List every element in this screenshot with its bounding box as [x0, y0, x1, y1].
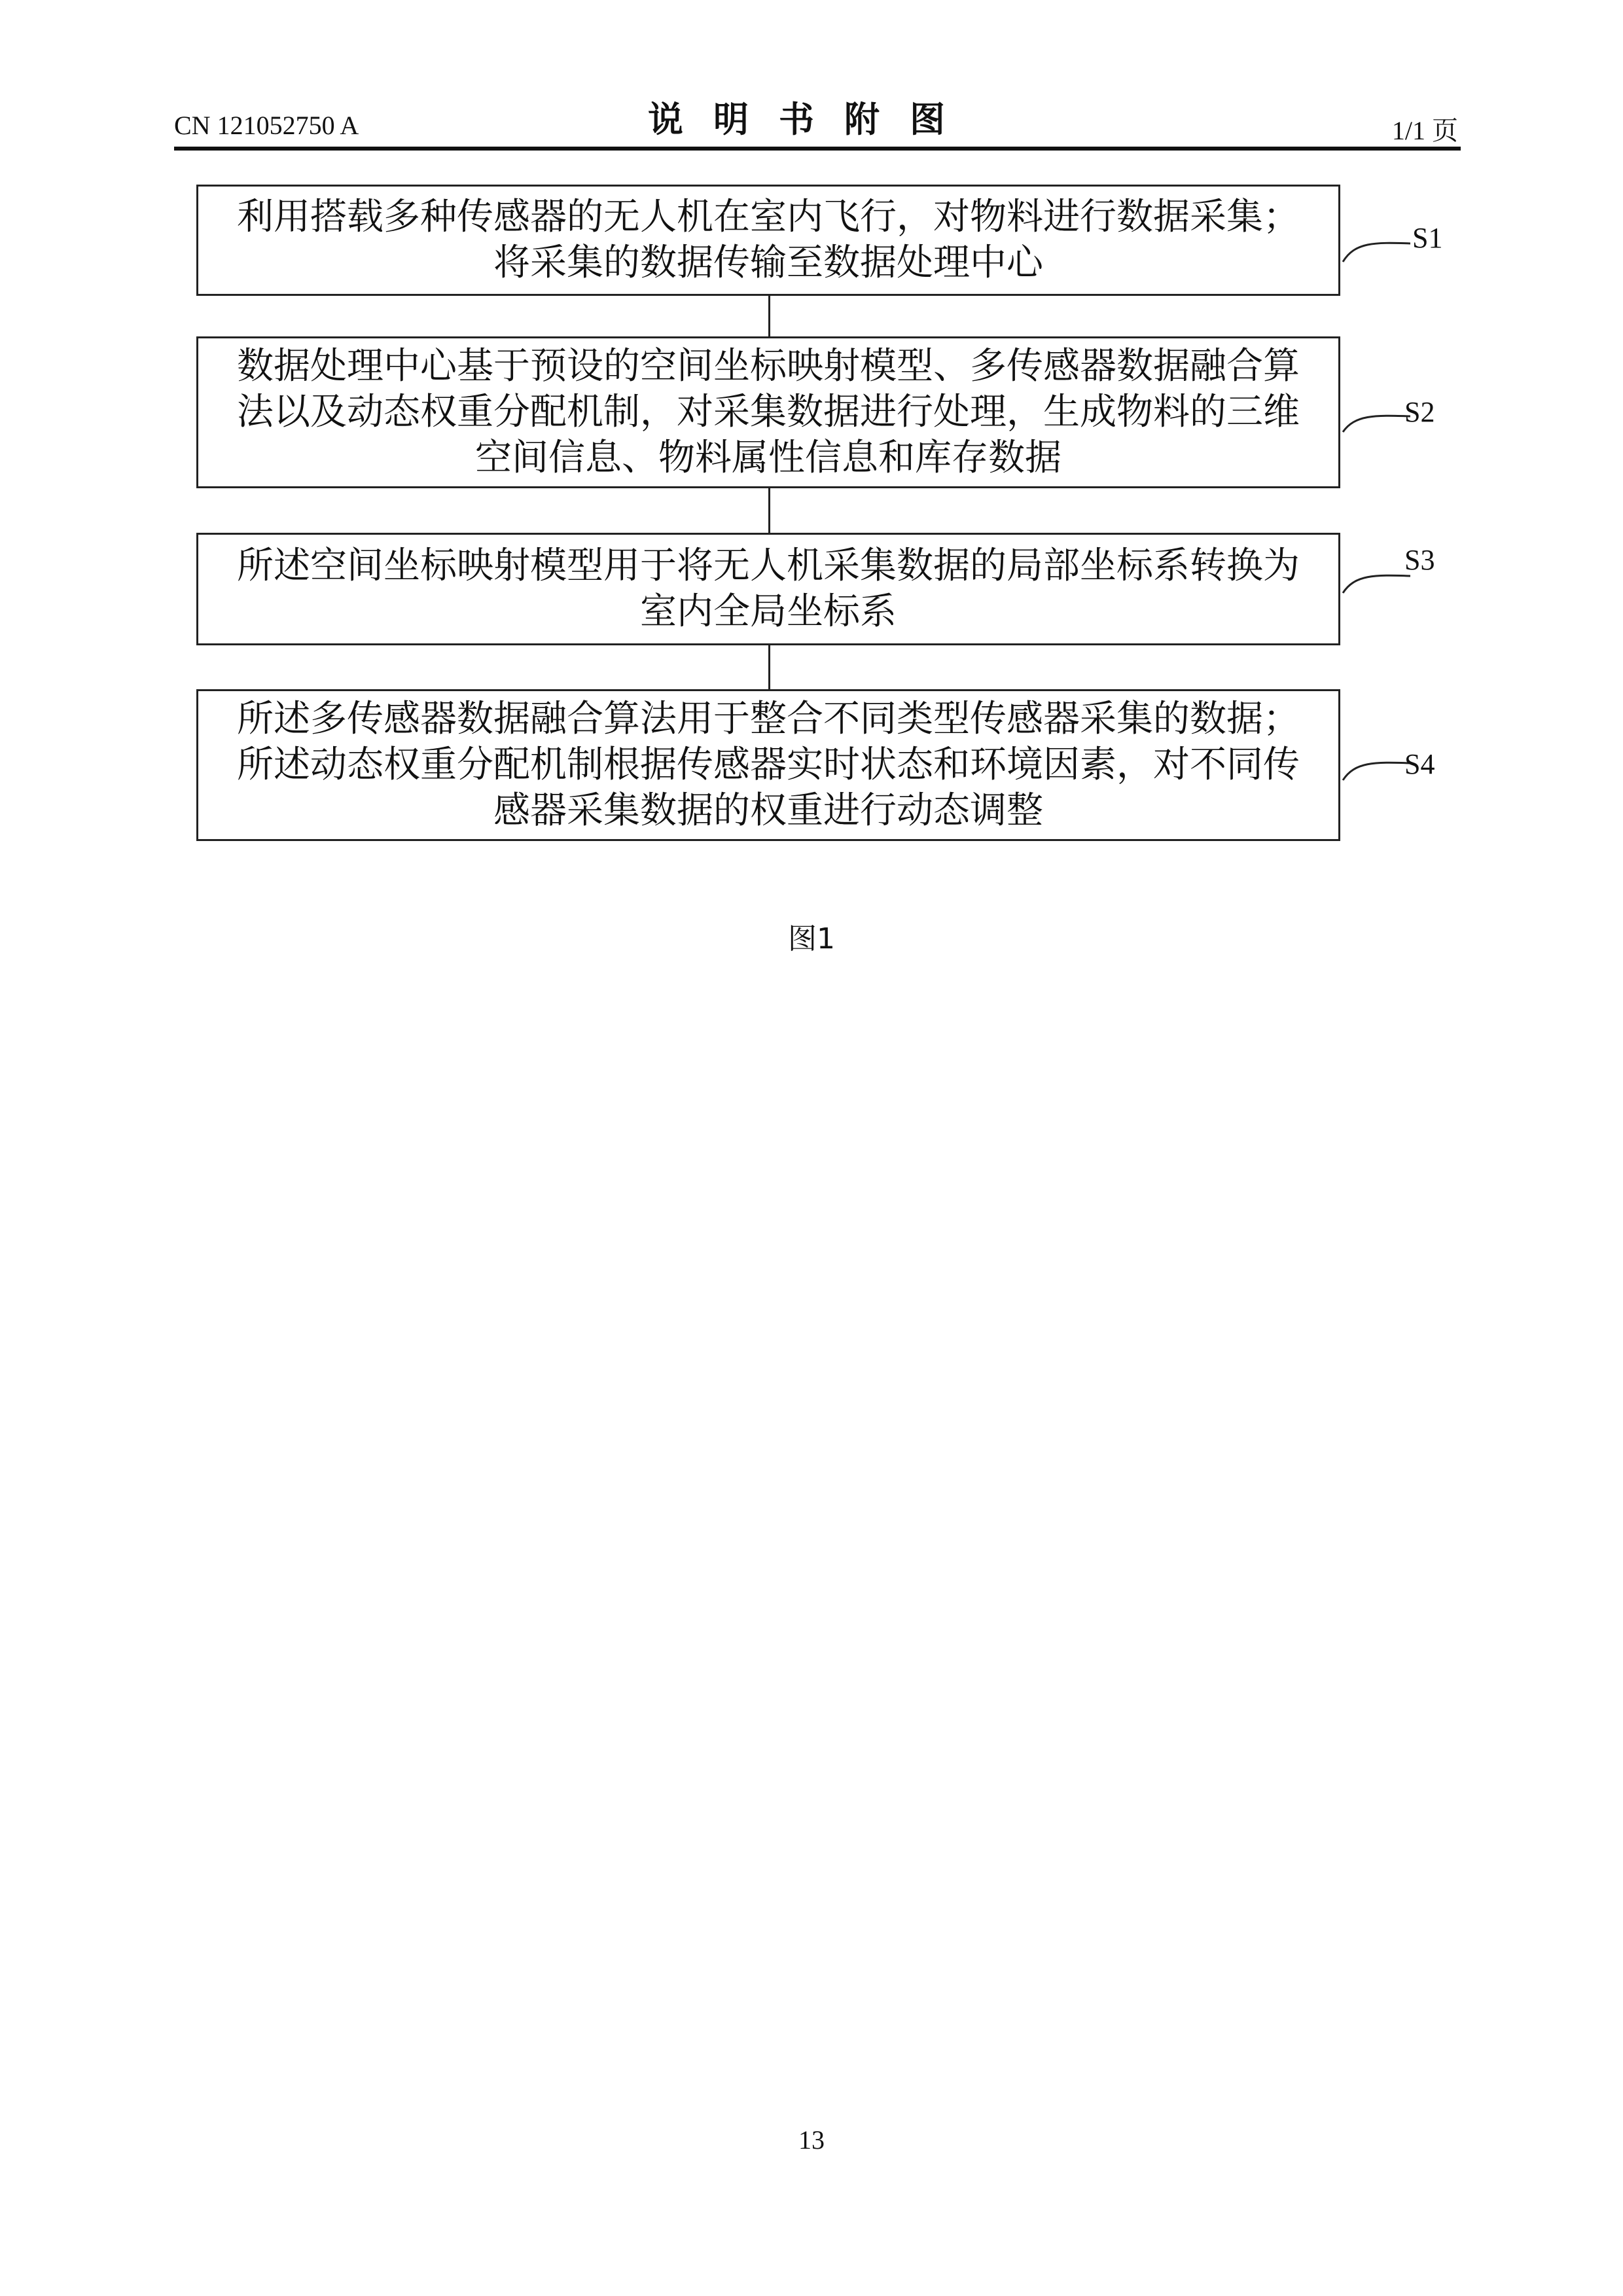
step-text-line: 利用搭载多种传感器的无人机在室内飞行，对物料进行数据采集； — [237, 194, 1300, 240]
flow-step-s1 — [196, 185, 1340, 296]
leader-line-icon — [1342, 754, 1414, 793]
step-text-line: 室内全局坐标系 — [237, 589, 1300, 635]
flow-step-s2 — [196, 336, 1340, 488]
step-label-s3: S3 — [1404, 543, 1435, 577]
step-label-s1: S1 — [1412, 221, 1442, 255]
step-text-line: 法以及动态权重分配机制，对采集数据进行处理，生成物料的三维 — [237, 389, 1300, 435]
page-title: 说明书附图 — [0, 92, 1623, 142]
leader-line-icon — [1342, 567, 1414, 606]
step-text-line: 所述动态权重分配机制根据传感器实时状态和环境因素，对不同传 — [237, 742, 1300, 788]
step-label-s4: S4 — [1404, 747, 1435, 781]
step-text-line: 空间信息、物料属性信息和库存数据 — [237, 435, 1300, 481]
step-label-s2: S2 — [1404, 395, 1435, 429]
step-text-line: 感器采集数据的权重进行动态调整 — [237, 788, 1300, 834]
page-number: 13 — [0, 2125, 1623, 2155]
step-text-line: 所述空间坐标映射模型用于将无人机采集数据的局部坐标系转换为 — [237, 543, 1300, 589]
flow-connector — [768, 488, 770, 533]
leader-line-icon — [1342, 236, 1414, 275]
step-text-line: 所述多传感器数据融合算法用于整合不同类型传感器采集的数据； — [237, 696, 1300, 742]
flow-step-s3 — [196, 533, 1340, 645]
step-text-line: 数据处理中心基于预设的空间坐标映射模型、多传感器数据融合算 — [237, 344, 1300, 389]
figure-caption: 图1 — [0, 915, 1623, 957]
document-number: CN 121052750 A — [174, 110, 359, 141]
flow-step-s4 — [196, 689, 1340, 841]
leader-line-icon — [1342, 406, 1414, 445]
page-count: 1/1 页 — [1392, 110, 1458, 147]
header-rule — [174, 147, 1461, 151]
flow-connector — [768, 296, 770, 336]
flow-connector — [768, 645, 770, 689]
step-text-line: 将采集的数据传输至数据处理中心 — [237, 240, 1300, 286]
